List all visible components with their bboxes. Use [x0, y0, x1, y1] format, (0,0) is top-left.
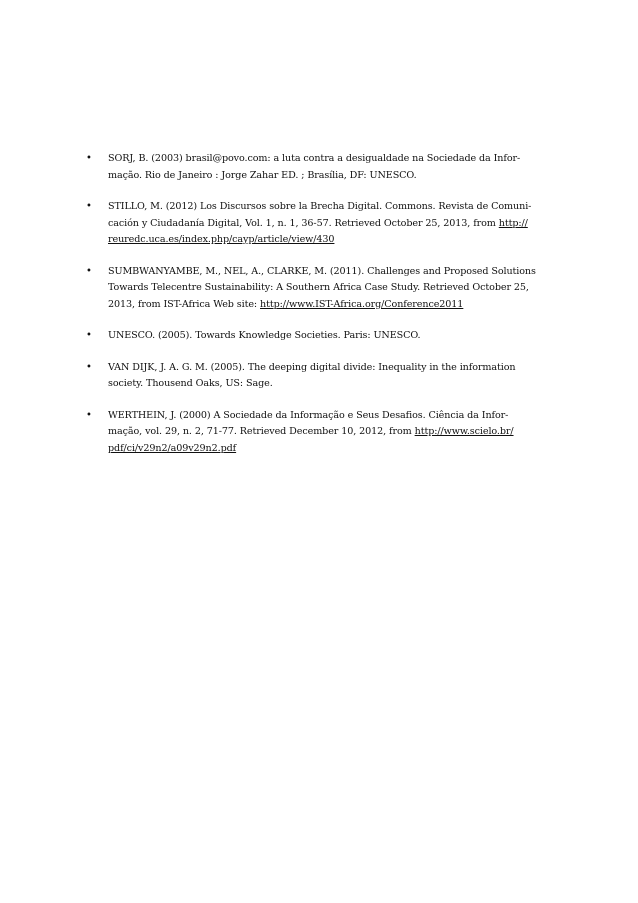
reference-line: mação. Rio de Janeiro : Jorge Zahar ED. ; Brasília, DF: UNESCO. [108, 169, 417, 181]
bullet-icon: • [86, 153, 92, 164]
reference-item-vandijk [86, 360, 548, 393]
reference-line [108, 216, 548, 233]
reference-line [108, 297, 548, 314]
reference-text: cación y Ciudadanía Digital, Vol. 1, n. 1, 36-57. Retrieved October 25, 2013, from [108, 217, 499, 229]
bullet-icon: • [86, 409, 92, 421]
reference-item-sumbwanyambe [86, 264, 548, 314]
reference-list [86, 151, 548, 472]
reference-line [108, 424, 548, 441]
reference-item-werthein [86, 408, 548, 458]
reference-line [108, 441, 548, 458]
reference-line: SUMBWANYAMBE, M., NEL, A., CLARKE, M. (2011). Challenges and Proposed Solutions [108, 265, 536, 277]
reference-line: Towards Telecentre Sustainability: A Southern Africa Case Study. Retrieved October 25, [108, 282, 529, 293]
bullet-icon: • [86, 265, 92, 277]
reference-link-stillo-continued[interactable]: reuredc.uca.es/index.php/cayp/article/view/430 [108, 234, 335, 245]
reference-link-scielo-continued[interactable]: pdf/ci/v29n2/a09v29n2.pdf [108, 442, 237, 454]
reference-link-scielo[interactable]: http://www.scielo.br/ [414, 426, 514, 437]
reference-item-sorj [86, 151, 548, 184]
reference-line: WERTHEIN, J. (2000) A Sociedade da Informação e Seus Desafios. Ciência da Infor- [108, 409, 509, 421]
reference-line: STILLO, M. (2012) Los Discursos sobre la Brecha Digital. Commons. Revista de Comuni- [108, 201, 532, 212]
reference-line: society. Thousend Oaks, US: Sage. [108, 378, 273, 389]
reference-text: 2013, from IST-Africa Web site: [108, 298, 260, 310]
reference-item-stillo [86, 199, 548, 249]
bullet-icon: • [86, 330, 92, 341]
reference-line: SORJ, B. (2003) brasil@povo.com: a luta contra a desigualdade na Sociedade da Infor- [108, 153, 521, 164]
reference-item-unesco [86, 328, 548, 345]
reference-line [108, 232, 548, 249]
reference-line: VAN DIJK, J. A. G. M. (2005). The deeping digital divide: Inequality in the information [108, 361, 516, 373]
reference-line: UNESCO. (2005). Towards Knowledge Societies. Paris: UNESCO. [108, 330, 421, 341]
reference-text: mação, vol. 29, n. 2, 71-77. Retrieved December 10, 2012, from [108, 426, 415, 437]
bullet-icon: • [86, 201, 92, 212]
reference-link-ist-africa[interactable]: http://www.IST-Africa.org/Conference2011 [260, 298, 464, 310]
reference-link-stillo[interactable]: http:// [498, 217, 528, 229]
bullet-icon: • [86, 361, 92, 373]
